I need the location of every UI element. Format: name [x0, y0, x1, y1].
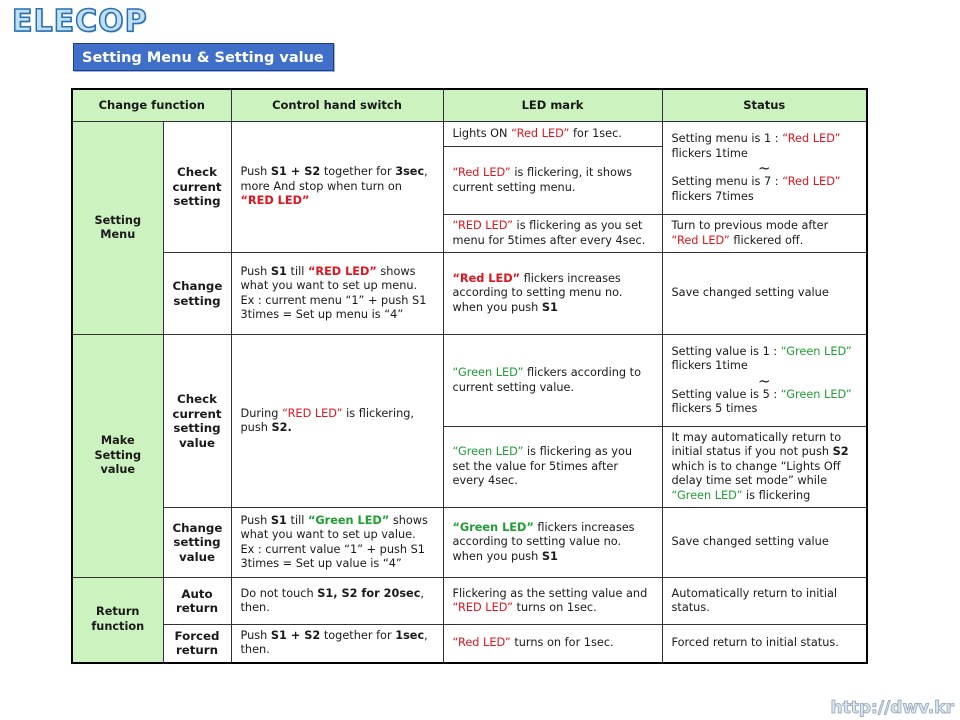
- cell-status: Turn to previous mode after “Red LED” flickered off.: [662, 215, 867, 253]
- header-control-hand-switch: Control hand switch: [231, 89, 443, 122]
- cell-status: Setting menu is 1 : “Red LED” flickers 1time ~ Setting menu is 7 : “Red LED” flickers 7times: [662, 122, 867, 215]
- table-row: [72, 122, 867, 147]
- cell-control: Push S1 + S2 together for 3sec, more And stop when turn on “RED LED”: [231, 122, 443, 253]
- category-setting-menu: Setting Menu: [72, 122, 163, 335]
- category-return-function: Return function: [72, 578, 163, 663]
- cell-status: Save changed setting value: [662, 253, 867, 335]
- cell-led: “Red LED” is flickering, it shows current setting menu.: [443, 147, 662, 215]
- setting-menu-table: [71, 88, 868, 664]
- cell-led: “Red LED” flickers increases according to setting menu no. when you push S1: [443, 253, 662, 335]
- cell-led: “Green LED” flickers increases according to setting value no. when you push S1: [443, 508, 662, 578]
- header-led-mark: LED mark: [443, 89, 662, 122]
- cell-status: Forced return to initial status.: [662, 625, 867, 663]
- cell-status: Save changed setting value: [662, 508, 867, 578]
- table-row: [72, 508, 867, 578]
- category-make-setting-value: Make Setting value: [72, 335, 163, 578]
- cell-status: Automatically return to initial status.: [662, 578, 867, 625]
- website-url: http://dwv.kr: [830, 698, 954, 718]
- page-title: Setting Menu & Setting value: [73, 43, 334, 71]
- cell-control: During “RED LED” is flickering, push S2.: [231, 335, 443, 508]
- sub-forced-return: Forced return: [163, 625, 231, 663]
- sub-auto-return: Auto return: [163, 578, 231, 625]
- cell-led: “Green LED” is flickering as you set the value for 5times after every 4sec.: [443, 427, 662, 508]
- cell-control: Do not touch S1, S2 for 20sec, then.: [231, 578, 443, 625]
- sub-change-setting-value: Change setting value: [163, 508, 231, 578]
- cell-status: Setting value is 1 : “Green LED” flickers 1time ~ Setting value is 5 : “Green LED” flickers 5 times: [662, 335, 867, 427]
- table-header-row: [72, 89, 867, 122]
- elecop-logo: ELECOP: [12, 4, 148, 39]
- sub-change-setting: Change setting: [163, 253, 231, 335]
- cell-led: “RED LED” is flickering as you set menu for 5times after every 4sec.: [443, 215, 662, 253]
- cell-status: It may automatically return to initial status if you not push S2 which is to change “Lights Off delay time set mode” while “Green LED” is flickering: [662, 427, 867, 508]
- cell-led: “Green LED” flickers according to current setting value.: [443, 335, 662, 427]
- table-row: [72, 253, 867, 335]
- table-row: [72, 578, 867, 625]
- sub-check-current-setting: Check current setting: [163, 122, 231, 253]
- header-status: Status: [662, 89, 867, 122]
- cell-control: Push S1 till “Green LED” shows what you want to set up value. Ex : current value “1” + push S1 3times = Set up value is “4”: [231, 508, 443, 578]
- cell-control: Push S1 + S2 together for 1sec, then.: [231, 625, 443, 663]
- header-change-function: Change function: [72, 89, 231, 122]
- cell-control: Push S1 till “RED LED” shows what you want to set up menu. Ex : current menu “1” + push S1 3times = Set up menu is “4”: [231, 253, 443, 335]
- cell-led: Flickering as the setting value and “RED LED” turns on 1sec.: [443, 578, 662, 625]
- cell-led: Lights ON “Red LED” for 1sec.: [443, 122, 662, 147]
- cell-led: “Red LED” turns on for 1sec.: [443, 625, 662, 663]
- table-row: [72, 335, 867, 427]
- table-row: [72, 625, 867, 663]
- sub-check-current-setting-value: Check current setting value: [163, 335, 231, 508]
